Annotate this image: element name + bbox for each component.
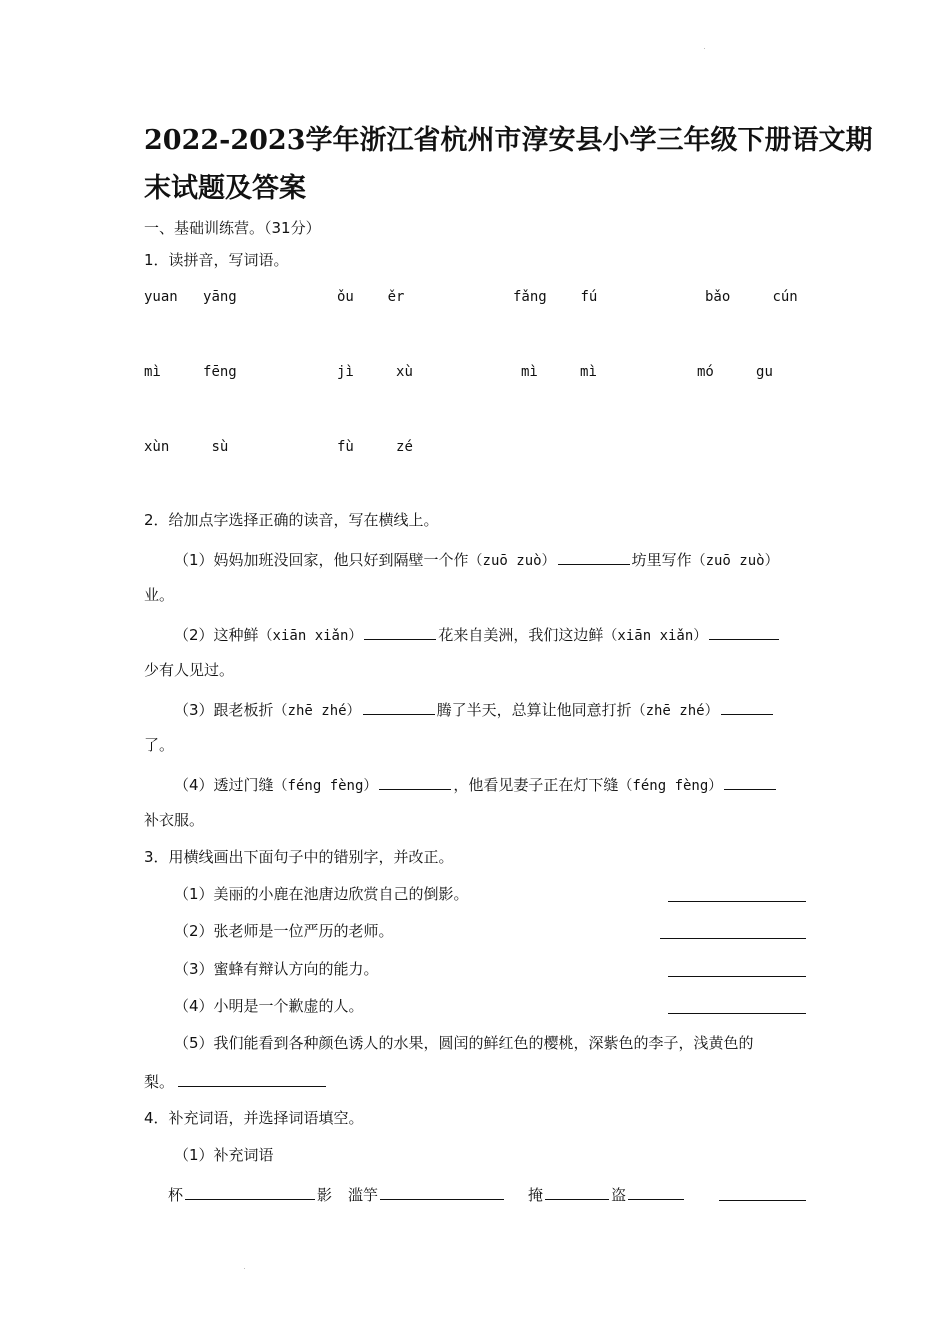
answer-blank[interactable] [719, 1199, 806, 1201]
question-2-item-3: （3）跟老板折（zhē zhé） 腾了半天，总算让他同意打折（zhē zhé） [174, 698, 775, 721]
section-heading: 一、基础训练营。（31分） [144, 219, 321, 237]
document-title-line-2: 末试题及答案 [144, 173, 306, 204]
question-3-prompt: 3．用横线画出下面句子中的错别字，并改正。 [144, 848, 454, 866]
answer-blank[interactable] [721, 698, 773, 715]
question-3-item-5-cont: 梨。 [144, 1070, 328, 1092]
question-3-item: （2）张老师是一位严历的老师。 [174, 922, 394, 940]
answer-blank[interactable] [363, 698, 435, 715]
question-3-item: （3）蜜蜂有辩认方向的能力。 [174, 960, 379, 978]
idiom-fill-row: 杯 影 滥竽 掩 盗 [168, 1183, 686, 1205]
question-3-item: （1）美丽的小鹿在池唐边欣赏自己的倒影。 [174, 885, 469, 903]
question-2-item-2: （2）这种鲜（xiān xiǎn） 花来自美洲，我们这边鲜（xiān xiǎn） [174, 623, 781, 646]
pinyin-item: mó gu [697, 364, 773, 380]
scan-dot [704, 48, 705, 49]
pinyin-item: fù zé [337, 439, 413, 455]
answer-blank[interactable] [178, 1070, 326, 1087]
question-1-prompt: 1．读拼音，写词语。 [144, 251, 289, 269]
answer-blank[interactable] [724, 773, 776, 790]
answer-blank[interactable] [558, 548, 630, 565]
answer-blank[interactable] [709, 623, 779, 640]
answer-blank[interactable] [380, 1183, 504, 1200]
pinyin-item: xùn sù [144, 439, 229, 455]
pinyin-item: bǎo cún [705, 289, 798, 305]
scan-dot [244, 1268, 245, 1269]
answer-blank[interactable] [668, 1012, 806, 1014]
answer-blank[interactable] [668, 900, 806, 902]
document-title-line-1: 2022-2023学年浙江省杭州市淳安县小学三年级下册语文期 [144, 125, 873, 156]
question-2-item-2-cont: 少有人见过。 [144, 661, 235, 679]
question-3-item-5: （5）我们能看到各种颜色诱人的水果，圆闰的鲜红色的樱桃，深紫色的李子，浅黄色的 [174, 1034, 754, 1052]
answer-blank[interactable] [379, 773, 451, 790]
answer-blank[interactable] [185, 1183, 315, 1200]
answer-blank[interactable] [628, 1183, 684, 1200]
pinyin-item: mì mì [521, 364, 597, 380]
answer-blank[interactable] [660, 937, 806, 939]
answer-blank[interactable] [668, 975, 806, 977]
pinyin-item: mì fēng [144, 364, 237, 380]
question-2-item-4: （4）透过门缝（féng fèng） ，他看见妻子正在灯下缝（féng fèng） [174, 773, 778, 796]
pinyin-item: fǎng fú [513, 289, 598, 305]
answer-blank[interactable] [364, 623, 436, 640]
question-4-sub-1: （1）补充词语 [174, 1146, 274, 1164]
question-2-item-1-cont: 业。 [144, 586, 175, 604]
answer-blank[interactable] [545, 1183, 609, 1200]
pinyin-item: yuan yāng [144, 289, 237, 305]
question-2-item-1: （1）妈妈加班没回家，他只好到隔壁一个作（zuō zuò） 坊里写作（zuō zuò） [174, 548, 779, 571]
question-4-prompt: 4．补充词语，并选择词语填空。 [144, 1109, 364, 1127]
question-3-item: （4）小明是一个歉虚的人。 [174, 997, 364, 1015]
pinyin-item: ǒu ěr [337, 289, 405, 305]
pinyin-item: jì xù [337, 364, 413, 380]
question-2-item-4-cont: 补衣服。 [144, 811, 205, 829]
question-2-item-3-cont: 了。 [144, 736, 175, 754]
question-2-prompt: 2．给加点字选择正确的读音，写在横线上。 [144, 511, 439, 529]
